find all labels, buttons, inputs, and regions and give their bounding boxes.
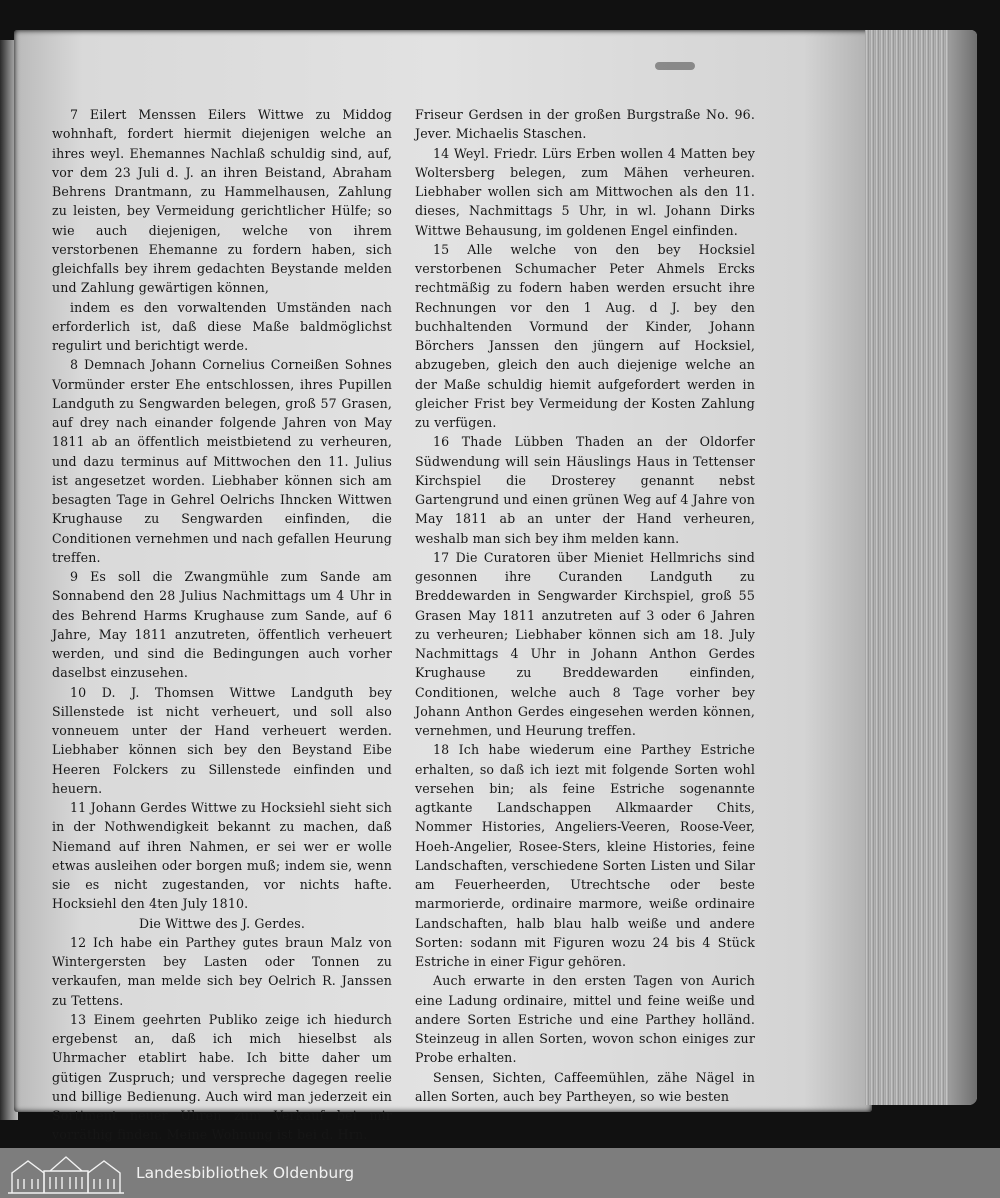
- notice-7: 7 Eilert Menssen Eilers Wittwe zu Middog wohnhaft, fordert hiermit diejenigen welche an ihres weyl. Ehemannes Nachlaß schuldig sind, auf, vor dem 23 Juli d. J. an ihren Beistand, Abraham Behrens Drantmann, zu Hammelhausen, Zahlung zu leisten, bey Vermeidung gerichtlicher Hülfe; so wie auch diejenigen, welche von ihrem verstorbenen Ehemanne zu fordern haben, sich gleichfalls bey ihrem gedachten Beystande melden und Zahlung gewärtigen können,: [52, 107, 392, 296]
- notice-18: 18 Ich habe wiederum eine Parthey Estriche erhalten, so daß ich iezt mit folgende Sorten wohl versehen bin; als feine Estriche sogenannte agtkante Landschappen Alkmaarder Chits, Nommer Histories, Angeliers-Veeren, Roose-Veer, Hoeh-Angelier, Rosee-Sters, kleine Histories, feine Landschaften, verschiedene Sorten Listen und Silar am Feuerheerden, Utrechtsche oder beste marmorierde, ordinaire marmore, weiße ordinaire Landschaften, halb blau halb weiße und andere Sorten: sodann mit Figuren wozu 24 bis 4 Stück Estriche in einer Figur gehören.: [415, 742, 755, 969]
- notice-10: 10 D. J. Thomsen Wittwe Landguth bey Sillenstede ist nicht verheuert, und soll also vonneuem unter der Hand verheuert werden. Liebhaber können sich bey den Beystand Eibe Heeren Folckers zu Sillenstede einfinden und heuern.: [52, 684, 392, 796]
- notice-11: 11 Johann Gerdes Wittwe zu Hocksiehl sieht sich in der Nothwendigkeit bekannt zu machen, daß Niemand auf ihren Nahmen, er sei wer er wolle etwas ausleihen oder borgen muß; indem sie, wenn sie es nicht zugestanden, vor nichts hafte. Hocksiehl den 4ten July 1810.: [52, 800, 392, 912]
- notice-15: 15 Alle welche von den bey Hocksiel verstorbenen Schumacher Peter Ahmels Ercks rechtmäßig zu fodern haben werden ersucht ihre Rechnungen vor den 1 Aug. d J. bey den buchhaltenden Vormund der Kinder, Johann Börchers Janssen den jüngern auf Hocksiel, abzugeben, gleich den auch diejenige welche an der Maße schuldig hiemit aufgefordert werden in gleicher Frist bey Vermeidung der Kosten Zahlung zu verfügen.: [415, 241, 755, 430]
- notice-14: 14 Weyl. Friedr. Lürs Erben wollen 4 Matten bey Woltersberg belegen, zum Mähen verheuren. Liebhaber wollen sich am Mittwochen als den 11. dieses, Nachmittags 5 Uhr, in wl. Johann Dirks Wittwe Behausung, im goldenen Engel einfinden.: [415, 145, 755, 238]
- library-name: Landesbibliothek Oldenburg: [136, 1164, 355, 1182]
- notice-18-ladung: Auch erwarte in den ersten Tagen von Aurich eine Ladung ordinaire, mittel und feine weiße und andere Sorten Estriche und eine Parthey holländ. Steinzeug in allen Sorten, wovon schon einiges zur Probe erhalten.: [415, 973, 755, 1066]
- notice-7-continued: indem es den vorwaltenden Umständen nach erforderlich ist, daß diese Maße baldmöglichst regulirt und berichtigt werde.: [52, 299, 392, 353]
- notice-17: 17 Die Curatoren über Mieniet Hellmrichs sind gesonnen ihre Curanden Landguth zu Breddewarden in Sengwarder Kirchspiel, groß 55 Grasen May 1811 anzutreten auf 3 oder 6 Jahren zu verheuren; Liebhaber können sich am 18. July Nachmittags 4 Uhr in Johann Anthon Gerdes Krughause zu Breddewarden einfinden, Conditionen, welche auch 8 Tage vorher bey Johann Anthon Gerdes eingesehen werden können, vernehmen, und Heurung treffen.: [415, 549, 755, 738]
- notice-18-hardware: Sensen, Sichten, Caffeemühlen, zähe Nägel in allen Sorten, auch bey Partheyen, so wie besten: [415, 1069, 755, 1104]
- notice-8: 8 Demnach Johann Cornelius Corneißen Sohnes Vormünder erster Ehe entschlossen, ihres Pupillen Landguth zu Sengwarden belegen, groß 57 Grasen, auf drey nach einander folgende Jahren von May 1811 ab an öffentlich meistbietend zu verheuren, und dazu terminus auf Mittwochen den 11. Julius ist angesetzet worden. Liebhaber können sich am besagten Tage in Gehrel Oelrichs Ihncken Wittwen Krughause zu Sengwarden einfinden, die Conditionen vernehmen und nach gefallen Heurung treffen.: [52, 357, 392, 565]
- notice-13: 13 Einem geehrten Publiko zeige ich hiedurch ergebenst an, daß ich mich hieselbst als Uhrmacher etablirt habe. Ich bitte daher um gütigen Zuspruch; und verspreche dagegen reelie und billige Bedienung. Auch wird man jederzeit ein Sortiment neuer Uhren zum Verkauf bei mir vorräthig finden. Meine Wohnung ist bei d. Hrn.: [52, 1011, 392, 1143]
- notice-16: 16 Thade Lübben Thaden an der Oldorfer Südwendung will sein Häuslings Haus in Tettenser Kirchspiel die Drosterey genannt nebst Gartengrund und einen grünen Weg auf 4 Jahre von May 1811 ab an unter der Hand verheuren, weshalb man sich bey ihm melden kann.: [415, 434, 755, 546]
- right-text-column: [415, 105, 755, 1106]
- library-footer-bar: [0, 1148, 1000, 1198]
- notice-9: 9 Es soll die Zwangmühle zum Sande am Sonnabend den 28 Julius Nachmittags um 4 Uhr in des Behrend Harms Krughause zum Sande, auf 6 Jahre, May 1811 anzutreten, öffentlich verheuert werden, und sind die Bedingungen auch vorher daselbst einzusehen.: [52, 569, 392, 681]
- library-building-icon: [6, 1151, 126, 1195]
- notice-12: 12 Ich habe ein Parthey gutes braun Malz von Wintergersten bey Lasten oder Tonnen zu verkaufen, man melde sich bey Oelrich R. Janssen zu Tettens.: [52, 934, 392, 1008]
- notice-11-signature: Die Wittwe des J. Gerdes.: [138, 915, 305, 931]
- notice-13-continued: Friseur Gerdsen in der großen Burgstraße No. 96. Jever. Michaelis Staschen.: [415, 107, 755, 142]
- ink-blot: [655, 62, 695, 70]
- left-text-column: [52, 105, 392, 1145]
- book-page-edges: [865, 30, 977, 1105]
